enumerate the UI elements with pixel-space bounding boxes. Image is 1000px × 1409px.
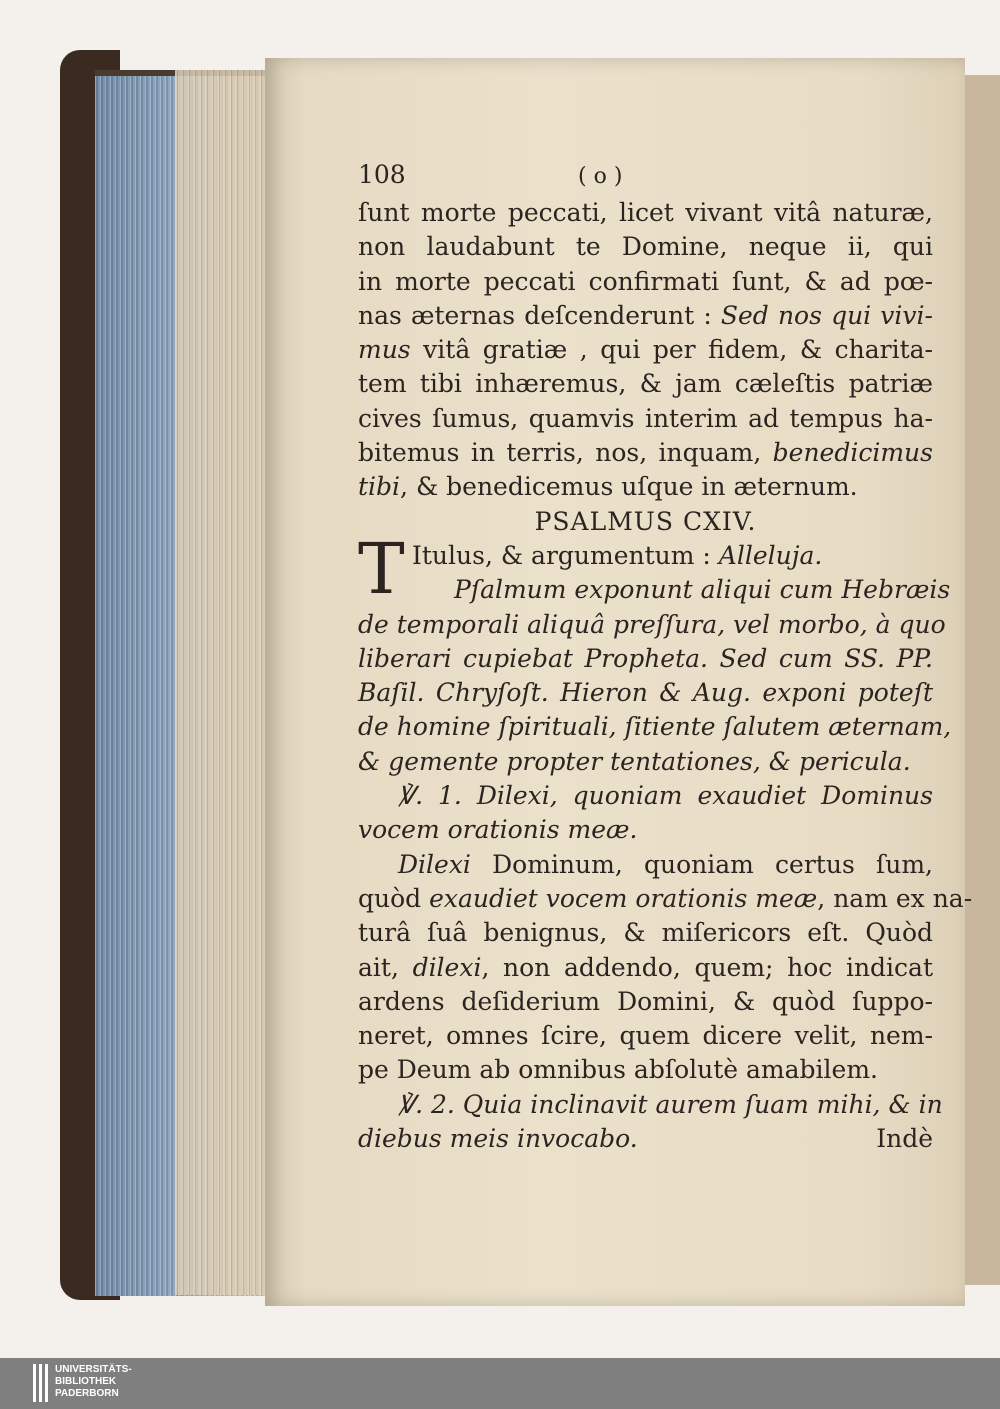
text-roman: ait, <box>358 952 413 982</box>
title-text <box>412 539 822 573</box>
argument-line: liberari cupiebat Propheta. Sed cum SS. PP. <box>358 643 933 673</box>
psalm-heading: PSALMUS CXIV. <box>534 506 757 536</box>
logo-line: BIBLIOTHEK <box>55 1376 117 1387</box>
commentary-line <box>358 882 973 916</box>
commentary-line: ardens deſiderium Domini, & quòd ſuppo- <box>358 986 933 1016</box>
page-text <box>358 160 973 1156</box>
text-italic: tibi <box>358 472 401 502</box>
text-italic: diebus meis invocabo. <box>358 1124 638 1154</box>
header-ornament: ( o ) <box>578 164 623 189</box>
drop-cap: T <box>358 527 405 610</box>
text-line <box>358 436 933 470</box>
argument-line: Baſil. Chryſoſt. Hieron & Aug. exponi poteſt <box>358 678 933 708</box>
text-roman: , nam ex na- <box>817 883 973 913</box>
text-roman: nas æternas deſcenderunt : <box>358 300 712 330</box>
library-footer <box>0 1358 1000 1409</box>
page-edges-stack <box>175 70 270 1295</box>
text-roman: Itulus, & argumentum : <box>412 540 711 570</box>
text-line: cives ſumus, quamvis interim ad tempus ha- <box>358 403 933 433</box>
text-line: tem tibi inhæremus, & jam cæleſtis patriæ <box>358 369 933 399</box>
page-number: 108 <box>358 160 406 189</box>
text-line <box>358 299 933 333</box>
commentary-line <box>358 848 933 882</box>
text-italic: mus <box>358 335 411 365</box>
commentary-line: turâ ſuâ benignus, & miſericors eſt. Quòd <box>358 918 933 948</box>
text-italic: Dilexi <box>398 849 471 879</box>
text-roman: bitemus in terris, nos, inquam, <box>358 438 762 468</box>
text-roman: vitâ gratiæ , qui per fidem, & charita- <box>410 335 933 365</box>
text-roman: , non addendo, quem; hoc indicat <box>481 952 933 982</box>
text-line <box>358 470 933 504</box>
text-line <box>358 333 933 367</box>
facing-page-edge <box>962 75 1000 1285</box>
text-roman: quòd <box>358 883 430 913</box>
commentary-line: neret, omnes ſcire, quem dicere velit, nem- <box>358 1021 933 1051</box>
text-roman: Dominum, quoniam certus ſum, <box>470 849 933 879</box>
library-logo-icon <box>33 1364 49 1402</box>
verse-line: vocem orationis meæ. <box>358 815 638 845</box>
commentary-line <box>358 951 933 985</box>
verse-line: ℣. 2. Quia inclinavit aurem ſuam mihi, & in <box>398 1089 943 1119</box>
library-logo-text <box>55 1364 132 1400</box>
argument-line: Pſalmum exponunt aliqui cum Hebræis <box>454 575 951 605</box>
text-italic: exaudiet vocem orationis meæ <box>429 883 818 913</box>
catchword: Indè <box>876 1124 933 1154</box>
verse-line: ℣. 1. Dilexi, quoniam exaudiet Dominus <box>398 781 933 811</box>
text-italic: Alleluja. <box>710 540 823 570</box>
text-italic: Sed nos qui vivi- <box>711 300 933 330</box>
text-italic: benedicimus <box>761 438 933 468</box>
argument-line: de homine ſpirituali, ſitiente ſalutem æternam, <box>358 712 952 742</box>
text-line: non laudabunt te Domine, neque ii, qui <box>358 232 933 262</box>
commentary-line: pe Deum ab omnibus abſolutè amabilem. <box>358 1055 878 1085</box>
text-line: in morte peccati confirmati ſunt, & ad pœ- <box>358 266 933 296</box>
argument-line: de temporali aliquâ preſſura, vel morbo, à quo <box>358 609 946 639</box>
text-italic: dilexi <box>412 952 482 982</box>
text-line: ſunt morte peccati, licet vivant vitâ naturæ, <box>358 198 933 227</box>
last-line <box>358 1122 933 1156</box>
running-header <box>358 160 933 196</box>
argument-line: & gemente propter tentationes, & pericula. <box>358 746 911 776</box>
logo-line: UNIVERSITÄTS- <box>55 1364 132 1375</box>
logo-line: PADERBORN <box>55 1388 119 1399</box>
text-roman: , & benedicemus uſque in æternum. <box>400 472 858 502</box>
